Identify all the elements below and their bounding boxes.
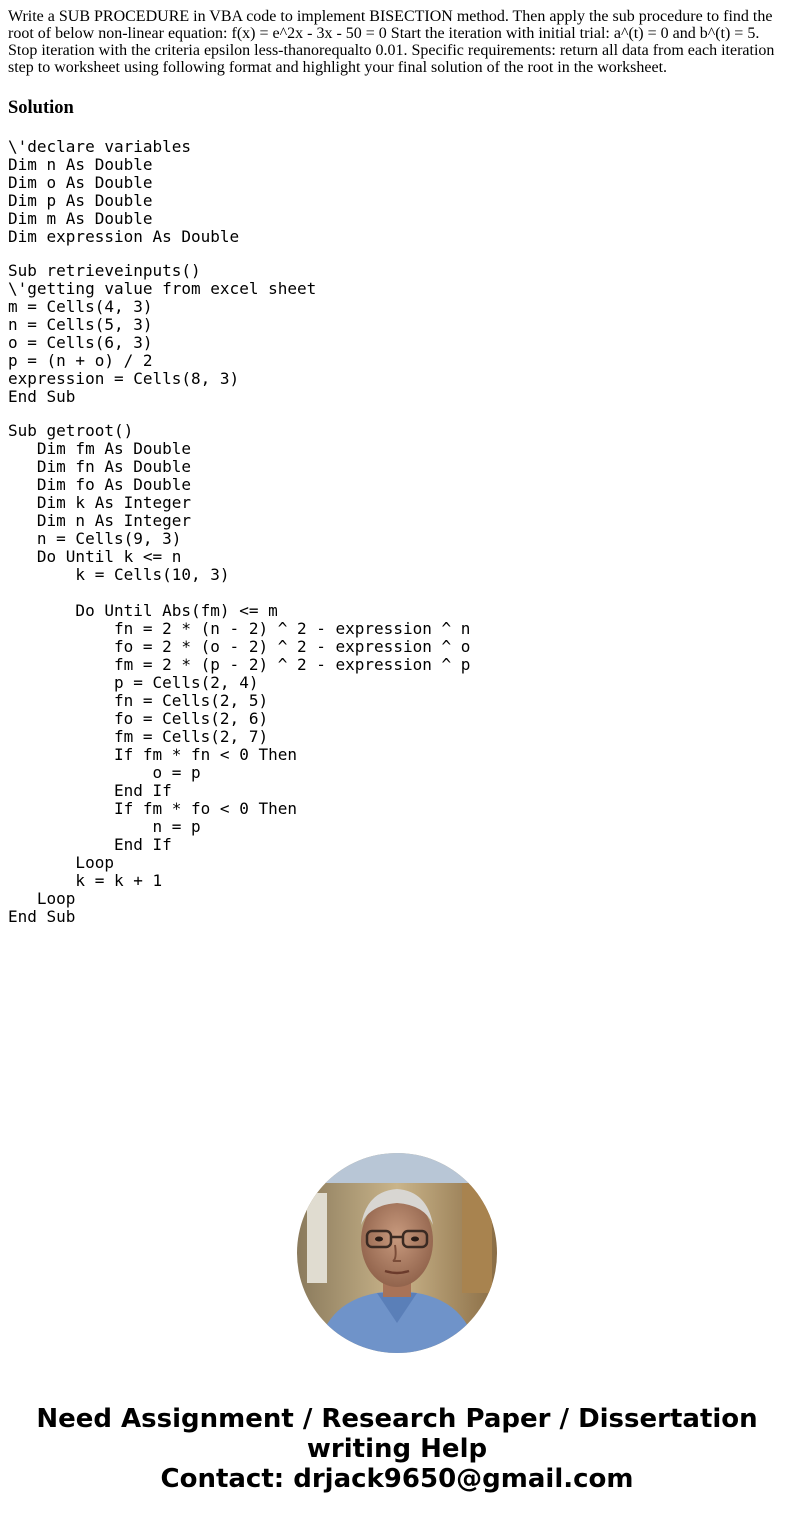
document-content — [8, 8, 786, 926]
footer-contact — [0, 1404, 794, 1494]
footer-line-2: writing Help — [306, 1434, 488, 1464]
author-avatar — [297, 1153, 497, 1353]
code-block-getroot: Sub getroot() Dim fm As Double Dim fn As Double Dim fo As Double Dim k As Integer Dim n As Integer n = Cells(9, 3) Do Until k <= n k = Cells(10, 3) Do Until Abs(fm) <= m fn = 2 * (n - 2) ^ 2 - expression ^ n fo = 2 * (o - 2) ^ 2 - expression ^ o fm = 2 * (p - 2) ^ 2 - expression ^ p p = Cells(2, 4) fn = Cells(2, 5) fo = Cells(2, 6) fm = Cells(2, 7) If fm * fn < 0 Then o = p End If If fm * fo < 0 Then n = p End If Loop k = k + 1 Loop End Sub — [8, 421, 471, 926]
footer-contact-email: Contact: drjack9650@gmail.com — [160, 1464, 634, 1494]
solution-heading: Solution — [8, 98, 74, 118]
author-portrait-image — [297, 1153, 497, 1353]
footer-line-1: Need Assignment / Research Paper / Dissertation — [36, 1404, 758, 1434]
question-text: Write a SUB PROCEDURE in VBA code to implement BISECTION method. Then apply the sub procedure to find the root of below non-linear equation: f(x) = e^2x - 3x - 50 = 0 Start the iteration with initial trial: a^(t) = 0 and b^(t) = 5. Stop iteration with the criteria epsilon less-thanorequalto 0.01. Specific requirements: return all data from each iteration step to worksheet using following format and highlight your final solution of the root in the worksheet. — [8, 8, 775, 76]
code-block-declarations: \'declare variables Dim n As Double Dim o As Double Dim p As Double Dim m As Double Dim expression As Double — [8, 137, 240, 246]
code-block-retrieveinputs: Sub retrieveinputs() \'getting value from excel sheet m = Cells(4, 3) n = Cells(5, 3) o = Cells(6, 3) p = (n + o) / 2 expression = Cells(8, 3) End Sub — [8, 261, 317, 406]
